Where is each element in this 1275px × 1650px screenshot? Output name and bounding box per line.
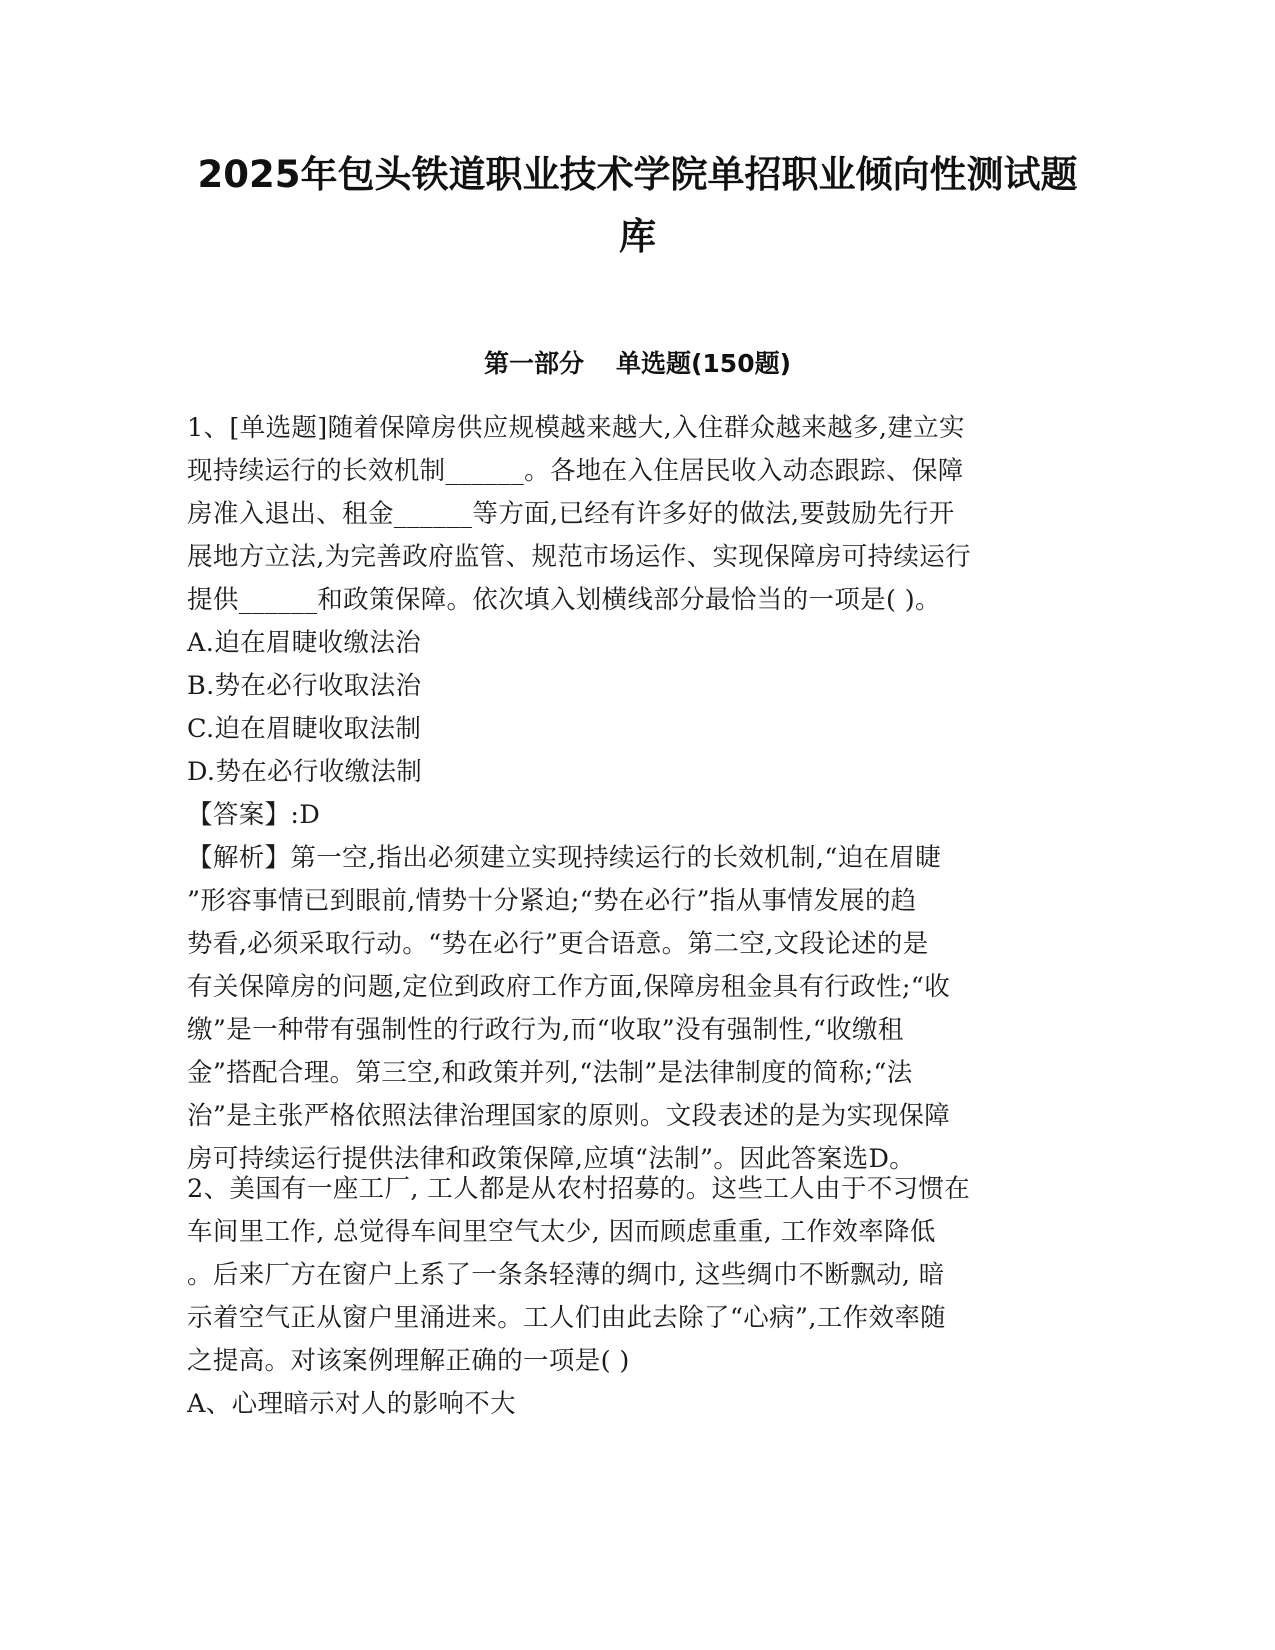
section-name-label: 单选题(150题) <box>615 349 792 378</box>
question-stem-line: 1、[单选题]随着保障房供应规模越来越大,入住群众越来越多,建立实 <box>187 413 965 443</box>
question-1-analysis <box>187 837 1087 1181</box>
analysis-line: 【解析】第一空,指出必须建立实现持续运行的长效机制,“迫在眉睫 <box>187 843 942 873</box>
analysis-line: 势看,必须采取行动。“势在必行”更合语意。第二空,文段论述的是 <box>187 929 929 959</box>
analysis-line: 缴”是一种带有强制性的行政行为,而“收取”没有强制性,“收缴租 <box>187 1015 904 1045</box>
document-title-line-2: 库 <box>619 215 656 258</box>
question-stem-line: 房准入退出、租金______等方面,已经有许多好的做法,要鼓励先行开 <box>187 499 955 529</box>
question-1 <box>187 407 1087 1181</box>
option-b: B.势在必行收取法治 <box>187 671 422 701</box>
question-2-options <box>187 1383 1087 1426</box>
section-part-label: 第一部分 <box>483 349 584 378</box>
question-stem-line: 车间里工作, 总觉得车间里空气太少, 因而顾虑重重, 工作效率降低 <box>187 1217 936 1247</box>
question-stem-line: 展地方立法,为完善政府监管、规范市场运作、实现保障房可持续运行 <box>187 542 971 572</box>
analysis-line: 金”搭配合理。第三空,和政策并列,“法制”是法律制度的简称;“法 <box>187 1058 913 1088</box>
question-stem-line: 。后来厂方在窗户上系了一条条轻薄的绸巾, 这些绸巾不断飘动, 暗 <box>187 1260 945 1290</box>
analysis-line: ”形容事情已到眼前,情势十分紧迫;“势在必行”指从事情发展的趋 <box>187 886 917 916</box>
document-title <box>170 144 1105 268</box>
document-title-line-1: 2025年包头铁道职业技术学院单招职业倾向性测试题 <box>197 153 1078 196</box>
question-stem-line: 2、美国有一座工厂, 工人都是从农村招募的。这些工人由于不习惯在 <box>187 1174 971 1204</box>
question-1-answer: 【答案】:D <box>187 800 321 830</box>
question-2-stem <box>187 1168 1087 1383</box>
option-a: A.迫在眉睫收缴法治 <box>187 628 422 658</box>
analysis-line: 治”是主张严格依照法律治理国家的原则。文段表述的是为实现保障 <box>187 1101 951 1131</box>
analysis-line: 有关保障房的问题,定位到政府工作方面,保障房租金具有行政性;“收 <box>187 972 951 1002</box>
question-2 <box>187 1168 1087 1426</box>
question-1-options <box>187 622 1087 794</box>
question-stem-line: 提供______和政策保障。依次填入划横线部分最恰当的一项是( )。 <box>187 585 941 615</box>
question-stem-line: 现持续运行的长效机制______。各地在入住居民收入动态跟踪、保障 <box>187 456 964 486</box>
question-stem-line: 之提高。对该案例理解正确的一项是( ) <box>187 1346 630 1376</box>
section-heading <box>170 347 1105 381</box>
option-c: C.迫在眉睫收取法制 <box>187 714 422 744</box>
question-stem-line: 示着空气正从窗户里涌进来。工人们由此去除了“心病”,工作效率随 <box>187 1303 947 1333</box>
option-a: A、心理暗示对人的影响不大 <box>187 1389 516 1419</box>
question-1-stem <box>187 407 1087 622</box>
option-d: D.势在必行收缴法制 <box>187 757 423 787</box>
analysis-line: 房可持续运行提供法律和政策保障,应填“法制”。因此答案选D。 <box>187 1144 916 1174</box>
